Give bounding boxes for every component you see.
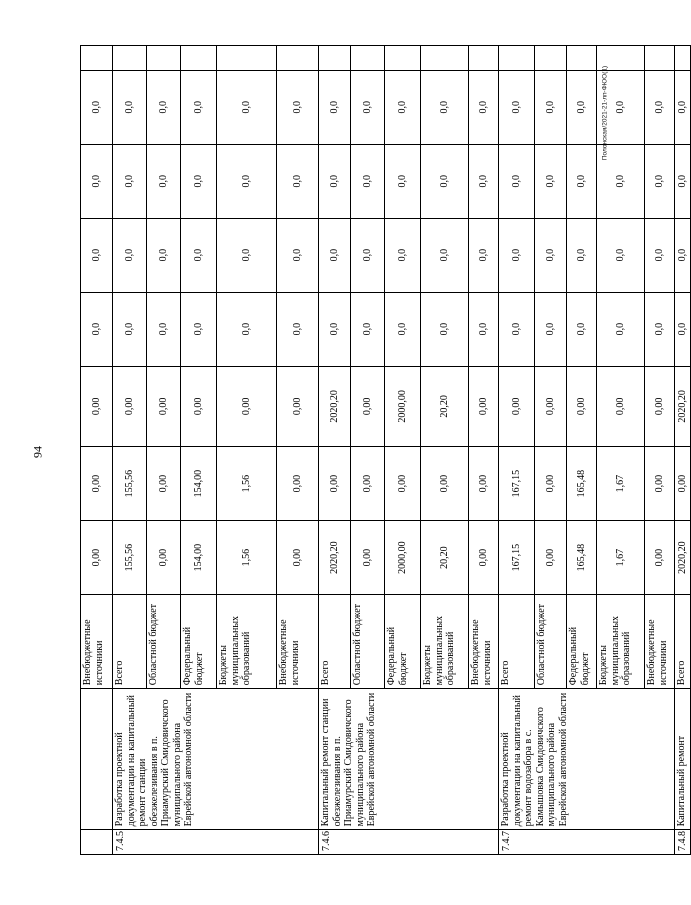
empty-cell xyxy=(181,46,217,71)
value-cell: 0,0 xyxy=(319,218,351,292)
value-cell: 1,67 xyxy=(597,447,645,521)
value-cell: 0,0 xyxy=(277,218,319,292)
empty-cell xyxy=(81,46,113,71)
value-cell: 0,0 xyxy=(113,70,147,144)
value-cell: 0,00 xyxy=(277,521,319,595)
value-cell: 165,48 xyxy=(567,447,597,521)
funding-source-cell: Федеральный бюджет xyxy=(181,595,217,689)
budget-table xyxy=(80,45,691,855)
empty-cell xyxy=(277,46,319,71)
value-cell: 0,0 xyxy=(675,144,691,218)
value-cell: 0,0 xyxy=(385,218,421,292)
value-cell: 0,0 xyxy=(277,292,319,366)
value-cell: 0,00 xyxy=(351,521,385,595)
empty-cell xyxy=(535,46,567,71)
value-cell: 0,00 xyxy=(217,366,277,447)
value-cell: 0,00 xyxy=(147,447,181,521)
value-cell: 0,0 xyxy=(147,292,181,366)
value-cell: 1,56 xyxy=(217,447,277,521)
funding-source-cell: Внебюджетные источники xyxy=(469,595,499,689)
value-cell: 2000,00 xyxy=(385,521,421,595)
value-cell: 0,0 xyxy=(535,144,567,218)
empty-cell xyxy=(675,46,691,71)
item-code-cell: 7.4.8 xyxy=(675,830,691,855)
value-cell: 0,0 xyxy=(499,70,535,144)
value-cell: 0,0 xyxy=(645,70,675,144)
value-cell: 0,0 xyxy=(567,218,597,292)
empty-cell xyxy=(421,46,469,71)
funding-source-cell: Бюджеты муниципальных образований xyxy=(421,595,469,689)
value-cell: 2020,20 xyxy=(319,521,351,595)
value-cell: 0,0 xyxy=(217,144,277,218)
value-cell: 0,0 xyxy=(147,144,181,218)
value-cell: 0,0 xyxy=(597,292,645,366)
funding-source-cell: Внебюджетные источники xyxy=(81,595,113,689)
value-cell: 0,00 xyxy=(277,447,319,521)
empty-cell xyxy=(469,46,499,71)
value-cell: 0,00 xyxy=(319,447,351,521)
value-cell: 0,00 xyxy=(277,366,319,447)
funding-source-cell: Федеральный бюджет xyxy=(385,595,421,689)
value-cell: 0,0 xyxy=(217,70,277,144)
empty-cell xyxy=(351,46,385,71)
value-cell: 0,0 xyxy=(421,292,469,366)
value-cell: 0,0 xyxy=(469,70,499,144)
value-cell: 0,0 xyxy=(147,218,181,292)
value-cell: 0,00 xyxy=(567,366,597,447)
value-cell: 0,00 xyxy=(385,447,421,521)
value-cell: 0,0 xyxy=(469,144,499,218)
value-cell: 0,00 xyxy=(469,366,499,447)
value-cell: 1,67 xyxy=(597,521,645,595)
value-cell: 0,0 xyxy=(645,144,675,218)
empty-cell xyxy=(645,46,675,71)
value-cell: 0,0 xyxy=(567,292,597,366)
value-cell: 0,0 xyxy=(113,292,147,366)
funding-source-cell: Бюджеты муниципальных образований xyxy=(217,595,277,689)
value-cell: 0,0 xyxy=(469,292,499,366)
table-row xyxy=(499,46,535,855)
value-cell: 0,0 xyxy=(277,144,319,218)
value-cell: 0,0 xyxy=(567,70,597,144)
value-cell: 0,00 xyxy=(351,366,385,447)
value-cell: 2020,20 xyxy=(675,366,691,447)
table-row xyxy=(319,46,351,855)
value-cell: 0,0 xyxy=(535,292,567,366)
value-cell: 0,0 xyxy=(675,70,691,144)
value-cell: 0,0 xyxy=(277,70,319,144)
value-cell: 0,0 xyxy=(421,218,469,292)
value-cell: 0,00 xyxy=(535,521,567,595)
funding-source-cell: Федеральный бюджет xyxy=(567,595,597,689)
value-cell: 0,00 xyxy=(675,447,691,521)
value-cell: 0,0 xyxy=(319,144,351,218)
value-cell: 0,0 xyxy=(81,292,113,366)
value-cell: 0,0 xyxy=(351,218,385,292)
value-cell: 0,0 xyxy=(217,218,277,292)
value-cell: 0,00 xyxy=(535,366,567,447)
value-cell: 0,00 xyxy=(645,521,675,595)
value-cell: 0,0 xyxy=(181,144,217,218)
funding-source-cell: Всего xyxy=(499,595,535,689)
value-cell: 0,0 xyxy=(421,70,469,144)
item-code-cell: 7.4.5 xyxy=(113,830,319,855)
item-name-cell: Разработка проектной документации на капитальный ремонт водозабора в с. Камышовка Смидовичского муниципального района Еврейской автономной области xyxy=(499,689,675,830)
value-cell: 0,0 xyxy=(535,218,567,292)
empty-cell xyxy=(319,46,351,71)
value-cell: 0,00 xyxy=(113,366,147,447)
value-cell: 0,0 xyxy=(113,144,147,218)
table-row xyxy=(81,46,113,855)
value-cell: 0,00 xyxy=(181,366,217,447)
value-cell: 0,00 xyxy=(499,366,535,447)
value-cell: 167,15 xyxy=(499,447,535,521)
table-row xyxy=(113,46,147,855)
value-cell: 0,00 xyxy=(351,447,385,521)
empty-cell xyxy=(147,46,181,71)
value-cell: 0,0 xyxy=(351,144,385,218)
value-cell: 0,00 xyxy=(535,447,567,521)
value-cell: 0,0 xyxy=(385,292,421,366)
value-cell: 154,00 xyxy=(181,521,217,595)
funding-source-cell: Всего xyxy=(675,595,691,689)
value-cell: 0,0 xyxy=(675,218,691,292)
value-cell: 154,00 xyxy=(181,447,217,521)
empty-cell xyxy=(597,46,645,71)
value-cell: 0,00 xyxy=(81,447,113,521)
value-cell: 0,0 xyxy=(421,144,469,218)
value-cell: 0,00 xyxy=(469,447,499,521)
value-cell: 2000,00 xyxy=(385,366,421,447)
value-cell: 0,0 xyxy=(351,292,385,366)
value-cell: 0,0 xyxy=(499,292,535,366)
value-cell: 155,56 xyxy=(113,521,147,595)
value-cell: 0,0 xyxy=(351,70,385,144)
value-cell: 0,0 xyxy=(319,70,351,144)
value-cell: 1,56 xyxy=(217,521,277,595)
value-cell: 0,0 xyxy=(645,292,675,366)
value-cell: 0,00 xyxy=(81,521,113,595)
empty-cell xyxy=(385,46,421,71)
empty-cell xyxy=(217,46,277,71)
value-cell: 0,0 xyxy=(81,218,113,292)
value-cell: 0,0 xyxy=(597,70,645,144)
funding-source-cell: Внебюджетные источники xyxy=(645,595,675,689)
empty-cell xyxy=(567,46,597,71)
value-cell: 0,0 xyxy=(675,292,691,366)
value-cell: 20,20 xyxy=(421,521,469,595)
funding-source-cell: Всего xyxy=(113,595,147,689)
value-cell: 2020,20 xyxy=(319,366,351,447)
value-cell: 0,0 xyxy=(499,144,535,218)
item-code-cell xyxy=(81,830,113,855)
value-cell: 0,00 xyxy=(597,366,645,447)
empty-cell xyxy=(499,46,535,71)
value-cell: 0,00 xyxy=(645,366,675,447)
item-code-cell: 7.4.7 xyxy=(499,830,675,855)
value-cell: 0,00 xyxy=(147,366,181,447)
value-cell: 155,56 xyxy=(113,447,147,521)
value-cell: 0,0 xyxy=(499,218,535,292)
funding-source-cell: Областной бюджет xyxy=(351,595,385,689)
funding-source-cell: Областной бюджет xyxy=(535,595,567,689)
funding-source-cell: Областной бюджет xyxy=(147,595,181,689)
funding-source-cell: Бюджеты муниципальных образований xyxy=(597,595,645,689)
value-cell: 0,0 xyxy=(319,292,351,366)
value-cell: 0,0 xyxy=(81,144,113,218)
value-cell: 0,00 xyxy=(469,521,499,595)
value-cell: 0,0 xyxy=(217,292,277,366)
funding-source-cell: Всего xyxy=(319,595,351,689)
value-cell: 165,48 xyxy=(567,521,597,595)
value-cell: 0,0 xyxy=(147,70,181,144)
item-name-cell: Разработка проектной документации на капитальный ремонт станции обезжелезивания в п. Приамурский Смидовичского муниципального района Еврейской автономной области xyxy=(113,689,319,830)
item-name-cell: Капитальный ремонт станции обезжелезивания в п. Приамурский Смидовичского муниципального района Еврейской автономной области xyxy=(319,689,499,830)
value-cell: 0,00 xyxy=(81,366,113,447)
value-cell: 0,00 xyxy=(421,447,469,521)
funding-source-cell: Внебюджетные источники xyxy=(277,595,319,689)
value-cell: 167,15 xyxy=(499,521,535,595)
value-cell: 0,0 xyxy=(385,144,421,218)
value-cell: 0,0 xyxy=(181,70,217,144)
item-code-cell: 7.4.6 xyxy=(319,830,499,855)
value-cell: 0,0 xyxy=(81,70,113,144)
value-cell: 0,0 xyxy=(113,218,147,292)
item-name-cell: Капитальный ремонт xyxy=(675,689,691,830)
document-stamp: Полонская/2021-21-лп-ФЮО(1) xyxy=(601,65,609,161)
value-cell: 0,0 xyxy=(645,218,675,292)
item-name-cell xyxy=(81,689,113,830)
value-cell: 0,0 xyxy=(597,144,645,218)
value-cell: 0,0 xyxy=(469,218,499,292)
value-cell: 0,0 xyxy=(535,70,567,144)
value-cell: 2020,20 xyxy=(675,521,691,595)
value-cell: 0,0 xyxy=(181,292,217,366)
table-row xyxy=(675,46,691,855)
value-cell: 0,0 xyxy=(597,218,645,292)
value-cell: 0,00 xyxy=(147,521,181,595)
value-cell: 20,20 xyxy=(421,366,469,447)
value-cell: 0,00 xyxy=(645,447,675,521)
page-number: 94 xyxy=(30,446,45,458)
empty-cell xyxy=(113,46,147,71)
value-cell: 0,0 xyxy=(181,218,217,292)
value-cell: 0,0 xyxy=(385,70,421,144)
value-cell: 0,0 xyxy=(567,144,597,218)
